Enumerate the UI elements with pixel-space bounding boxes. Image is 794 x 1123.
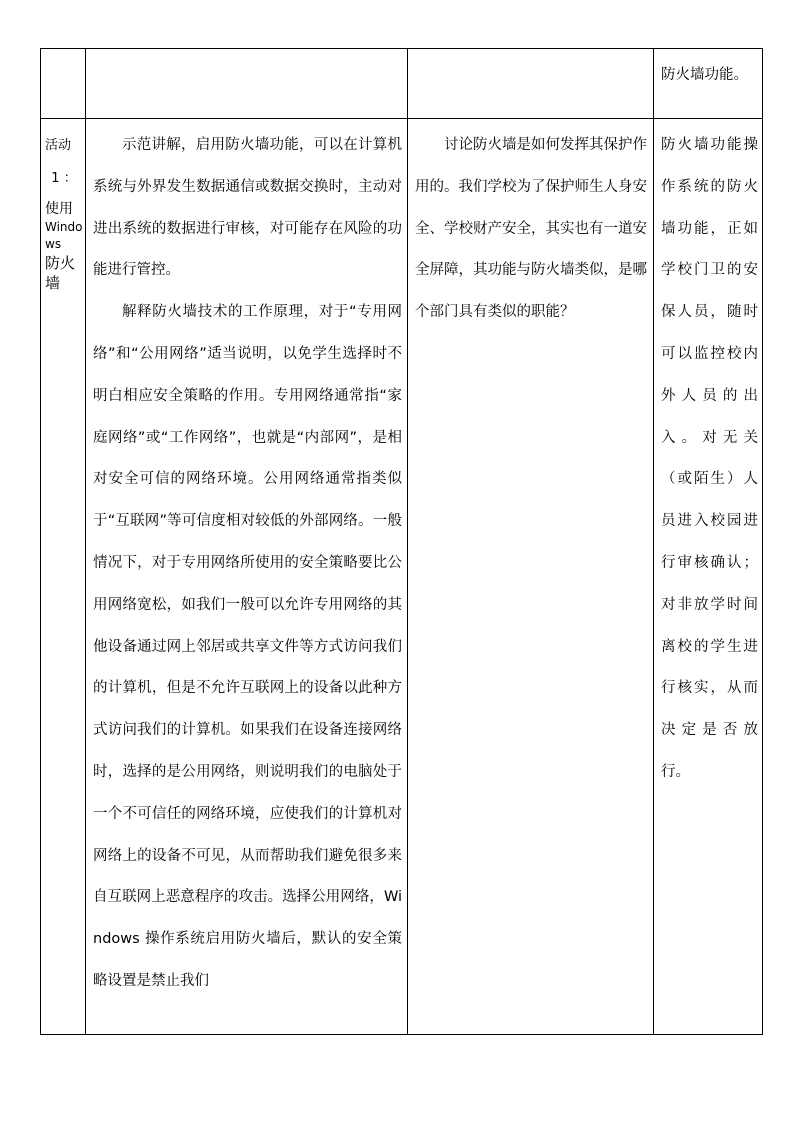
activity-label-line: 活动 [45, 138, 72, 153]
table-cell-activity [41, 49, 86, 119]
table-cell-teacher [86, 49, 408, 119]
teacher-activity-text [86, 119, 407, 1003]
intent-text: 防火墙功能。 [661, 67, 748, 83]
intent-text: 防火墙功能操作系统的防火墙功能，正如学校门卫的安保人员，随时可以监控校内外人员的出入。对无关（或陌生）人员进入校园进行审核确认；对非放学时间离校的学生进行核实，从而决定是否放行。 [661, 137, 758, 780]
table-cell-student [408, 49, 654, 119]
table-cell-student [408, 119, 654, 1035]
activity-label-line: Windows [45, 220, 83, 251]
student-activity-text [408, 119, 653, 334]
teacher-paragraph: 示范讲解，启用防火墙功能，可以在计算机系统与外界发生数据通信或数据交换时，主动对进出系统的数据进行审核，对可能存在风险的功能进行管控。 [93, 137, 402, 279]
table-cell-intent [654, 49, 763, 119]
table-cell-teacher [86, 119, 408, 1035]
table-cell-activity [41, 119, 86, 1035]
activity-label-line: 使用 [45, 201, 73, 217]
table-row [41, 119, 763, 1035]
activity-label-line: 1 ： [51, 171, 77, 186]
activity-label-line: 防火墙 [45, 254, 76, 292]
student-paragraph: 讨论防火墙是如何发挥其保护作用的。我们学校为了保护师生人身安全、学校财产安全，其实也有一道安全屏障，其功能与防火墙类似，是哪个部门具有类似的职能？ [415, 137, 647, 321]
table-cell-intent [654, 119, 763, 1035]
activity-label [41, 119, 85, 293]
table-row [41, 49, 763, 119]
lesson-plan-table [40, 48, 763, 1035]
teacher-paragraph: 解释防火墙技术的工作原理，对于“专用网络”和“公用网络”适当说明，以免学生选择时不明白相应安全策略的作用。专用网络通常指“家庭网络”或“工作网络”，也就是“内部网”，是相对安全可信的网络环境。公用网络通常指类似于“互联网”等可信度相对较低的外部网络。一般情况下，对于专用网络所使用的安全策略要比公用网络宽松，如我们一般可以允许专用网络的其他设备通过网上邻居或共享文件等方式访问我们的计算机，但是不允许互联网上的设备以此种方式访问我们的计算机。如果我们在设备连接网络时，选择的是公用网络，则说明我们的电脑处于一个不可信任的网络环境，应使我们的计算机对网络上的设备不可见，从而帮助我们避免很多来自互联网上恶意程序的攻击。选择公用网络，Windows 操作系统启用防火墙后，默认的安全策略设置是禁止我们 [93, 304, 402, 989]
